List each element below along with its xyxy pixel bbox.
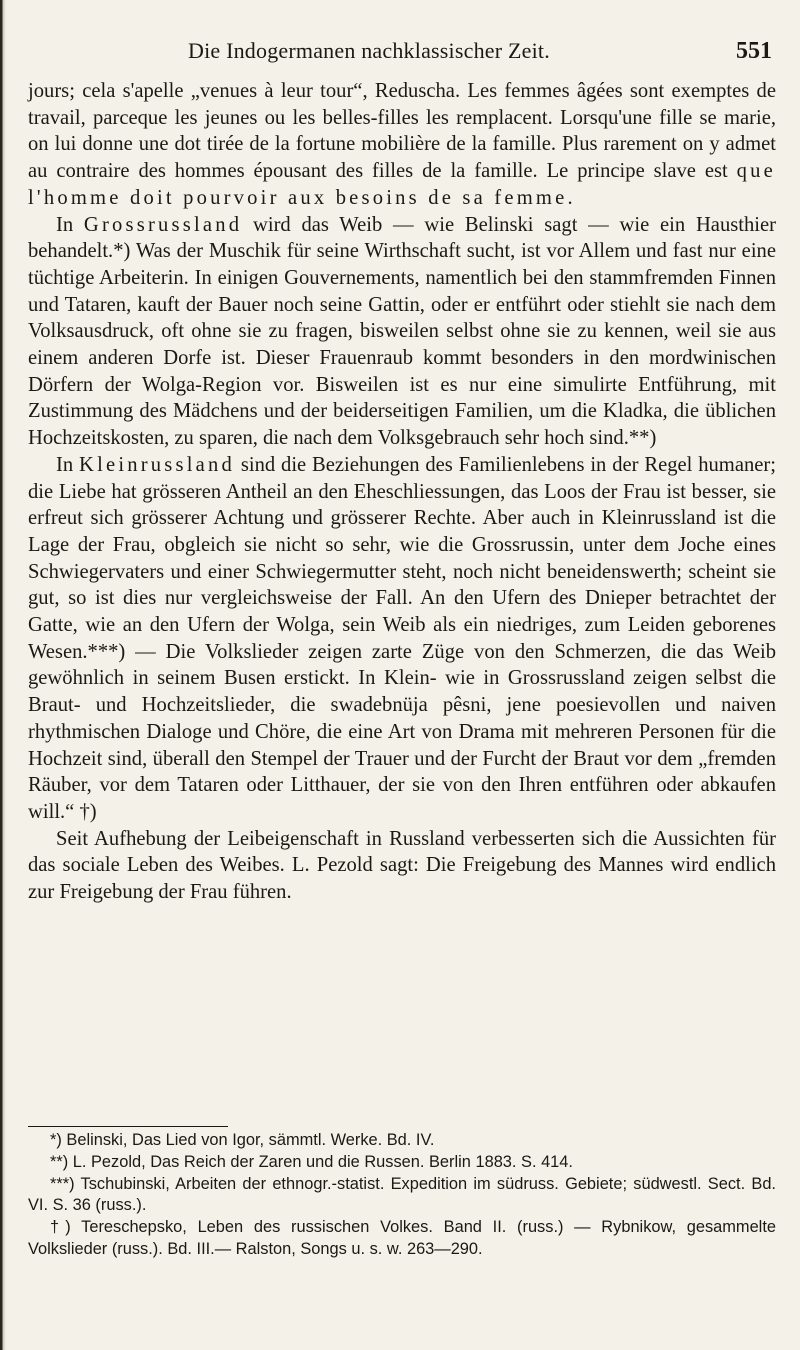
footnotes — [28, 1130, 776, 1261]
text-run: wird das Weib — wie Belinski sagt — wie ein Hausthier behandelt.*) Was der Muschik für seine Wirthschaft sucht, ist vor Allem und fast nur eine tüchtige Arbeiterin. In einigen Gouvernements, namentlich bei den stammfremden Finnen und Tataren, kauft der Bauer noch seine Gattin, oder er entführt oder stiehlt sie nach dem Volksausdruck, oft ohne sie zu fragen, bisweilen selbst ohne sie zu kennen, weil sie aus einem anderen Dorfe ist. Dieser Frauenraub kommt besonders in den mordwinischen Dörfern der Wolga-Region vor. Bisweilen ist es nur eine simulirte Entführung, mit Zustimmung des Mädchens und der beiderseitigen Familien, um die Kladka, die üblichen Hochzeitskosten, zu sparen, die nach dem Volksgebrauch sehr hoch sind.**) — [28, 213, 777, 450]
text-run: sind die Beziehungen des Familienlebens in der Regel humaner; die Liebe hat grösseren Antheil an den Eheschliessungen, das Loos der Frau ist besser, sie erfreut sich grösserer Achtung und grösserer Rechte. Aber auch in Kleinrussland ist die Lage der Frau, obgleich sie nicht so sehr, wie die Grossrussin, unter dem Joche eines Schwiegervaters und einer Schwiegermutter steht, noch nicht beneidenswerth; scheint sie gut, so ist dies nur vergleichsweise der Fall. An den Ufern des Dnieper betrachtet der Gatte, wie an den Ufern der Wolga, sein Weib als ein niedriges, zum Leiden geborenes Wesen.***) — Die Volkslieder zeigen zarte Züge von den Schmerzen, die das Weib gewöhnlich in seinem Busen erstickt. In Klein- wie in Grossrussland zeigen selbst die Braut- und Hochzeitslieder, die swadebnüja pêsni, jene poesievollen und naiven rhythmischen Dialoge und Chöre, die eine Art von Drama mit mehreren Personen für die Hochzeit sind, überall den Stempel der Trauer und der Furcht der Braut vor dem „fremden Räuber, vor dem Tataren oder Litthauer, der sie von den Ihren entführen oder abkaufen will.“ †) — [28, 453, 776, 823]
text-run: In — [56, 213, 84, 236]
spaced-emphasis: Grossrussland — [83, 213, 243, 236]
paragraph-4 — [28, 826, 776, 906]
footnote-divider — [28, 1126, 228, 1127]
text-run: . — [567, 186, 573, 209]
running-title: Die Indogermanen nachklassischer Zeit. — [188, 38, 550, 63]
text-run: jours; cela s'apelle „venues à leur tour“, Reduscha. Les femmes âgées sont exemptes de travail, parceque les jeunes ou les belles-filles les remplacent. Lorsqu'une fille se marie, on lui donne une dot tirée de la fortune mobilière de la famille. Plus rarement on y admet au contraire des hommes épousant des filles de la famille. Le principe slave est — [28, 80, 776, 183]
footnote-4: †) Tereschepsko, Leben des russischen Volkes. Band II. (russ.) — Rybnikow, gesammelte Volkslieder (russ.). Bd. III.— Ralston, Songs u. s. w. 263—290. — [28, 1218, 776, 1258]
footnote-1: *) Belinski, Das Lied von Igor, sämmtl. Werke. Bd. IV. — [50, 1131, 435, 1149]
text-run: In — [56, 453, 79, 476]
paragraph-1 — [28, 78, 776, 212]
spaced-emphasis: Kleinrussland — [79, 453, 235, 476]
page-number: 551 — [736, 38, 772, 64]
paragraph-2 — [28, 212, 776, 452]
paragraph-3 — [28, 452, 776, 826]
text-run: Seit Aufhebung der Leibeigenschaft in Russland verbesserten sich die Aussichten für das sociale Leben des Weibes. L. Pezold sagt: Die Freigebung des Mannes wird endlich zur Freigebung der Frau führen. — [28, 827, 776, 904]
spaced-emphasis: que l'homme doit pourvoir aux besoins de sa femme — [28, 160, 776, 209]
footnote-3: ***) Tschubinski, Arbeiten der ethnogr.-statist. Expedition im südruss. Gebiete; südwestl. Sect. Bd. VI. S. 36 (russ.). — [28, 1174, 776, 1215]
footnote-2: **) L. Pezold, Das Reich der Zaren und die Russen. Berlin 1883. S. 414. — [50, 1152, 573, 1171]
main-text — [28, 78, 776, 906]
running-header — [0, 32, 800, 66]
